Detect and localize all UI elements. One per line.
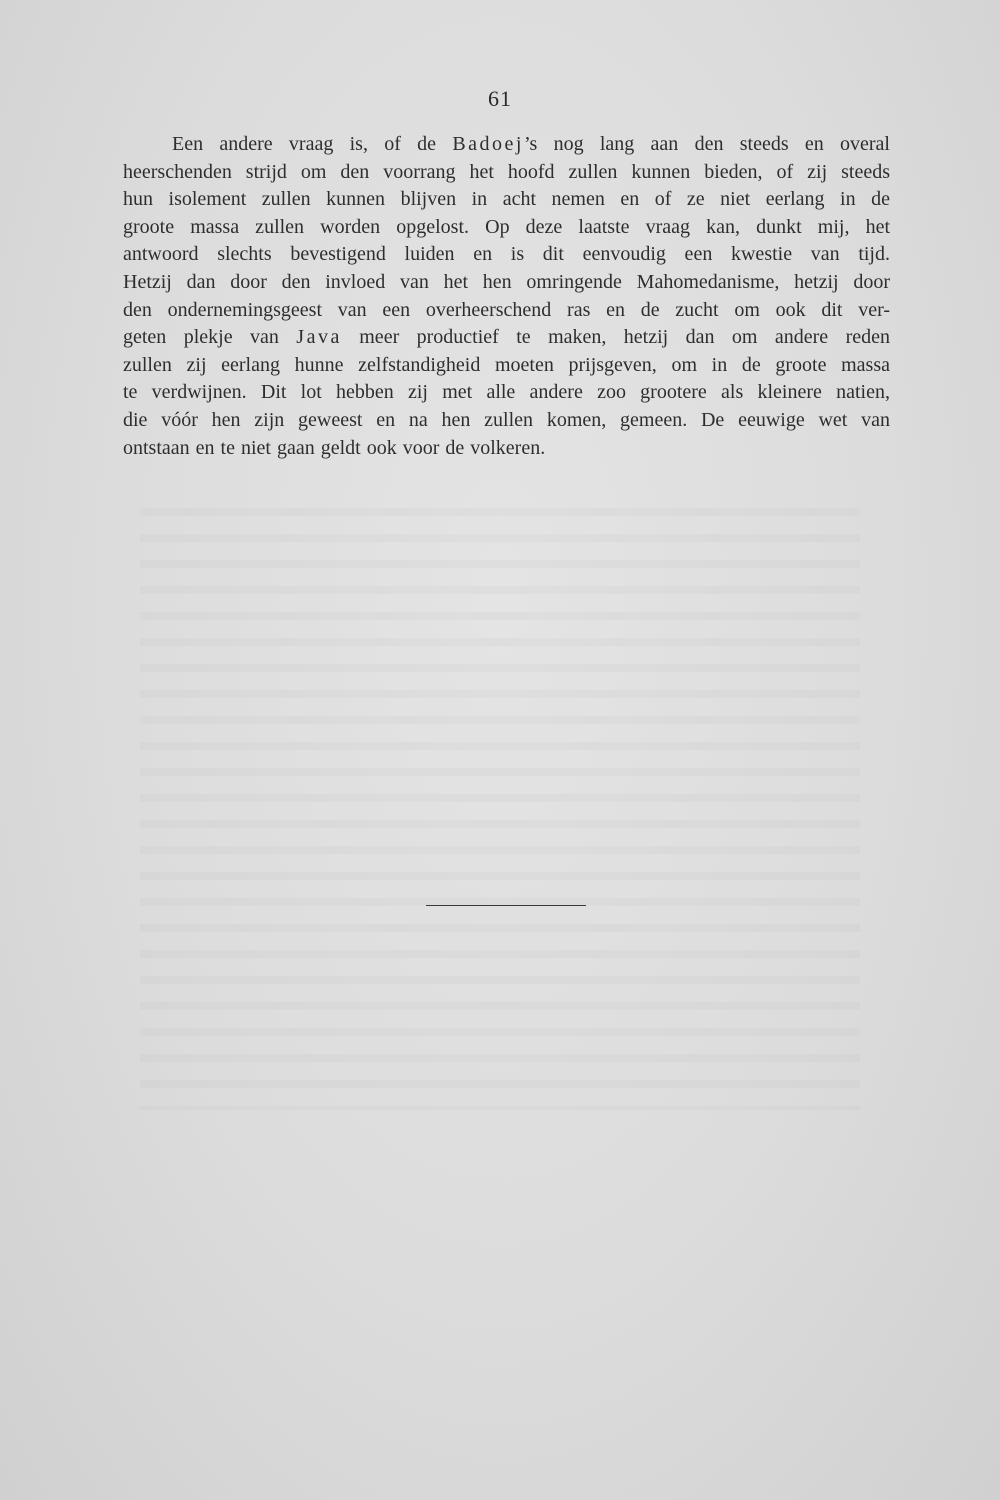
text-line: te verdwijnen. Dit lot hebben zij met alle andere zoo grootere als kleinere natien,	[123, 381, 890, 404]
emphasized-name: Java	[296, 326, 342, 349]
text-segment: Een andere vraag is, of de	[172, 133, 453, 155]
text-line: den ondernemingsgeest van een overheerschend ras en de zucht om ook dit ver-	[123, 298, 890, 321]
text-line: die vóór hen zijn geweest en na hen zullen komen, gemeen. De eeuwige wet van	[123, 408, 890, 431]
page-number: 61	[488, 86, 512, 111]
text-line: hun isolement zullen kunnen blijven in acht nemen en of ze niet eerlang in de	[123, 188, 890, 211]
text-line	[123, 131, 890, 159]
text-line: antwoord slechts bevestigend luiden en is dit eenvoudig een kwestie van tijd.	[123, 243, 890, 266]
text-segment: ’s nog lang aan den steeds en overal	[523, 133, 890, 155]
text-line	[123, 324, 890, 352]
text-line: heerschenden strijd om den voorrang het hoofd zullen kunnen bieden, of zij steeds	[123, 160, 890, 183]
end-rule	[426, 905, 586, 906]
text-line: groote massa zullen worden opgelost. Op deze laatste vraag kan, dunkt mij, het	[123, 215, 890, 238]
paragraph	[123, 131, 890, 462]
reverse-side-bleed-through	[140, 490, 860, 1110]
text-segment: meer productief te maken, hetzij dan om andere reden	[341, 326, 890, 349]
text-line: Hetzij dan door den invloed van het hen omringende Mahomedanisme, hetzij door	[123, 270, 890, 293]
text-segment: geten plekje van	[123, 326, 297, 349]
text-line: zullen zij eerlang hunne zelfstandigheid moeten prijsgeven, om in de groote massa	[123, 353, 890, 376]
emphasized-name: Badoej	[452, 133, 524, 155]
text-line: ontstaan en te niet gaan geldt ook voor de volkeren.	[123, 436, 546, 459]
